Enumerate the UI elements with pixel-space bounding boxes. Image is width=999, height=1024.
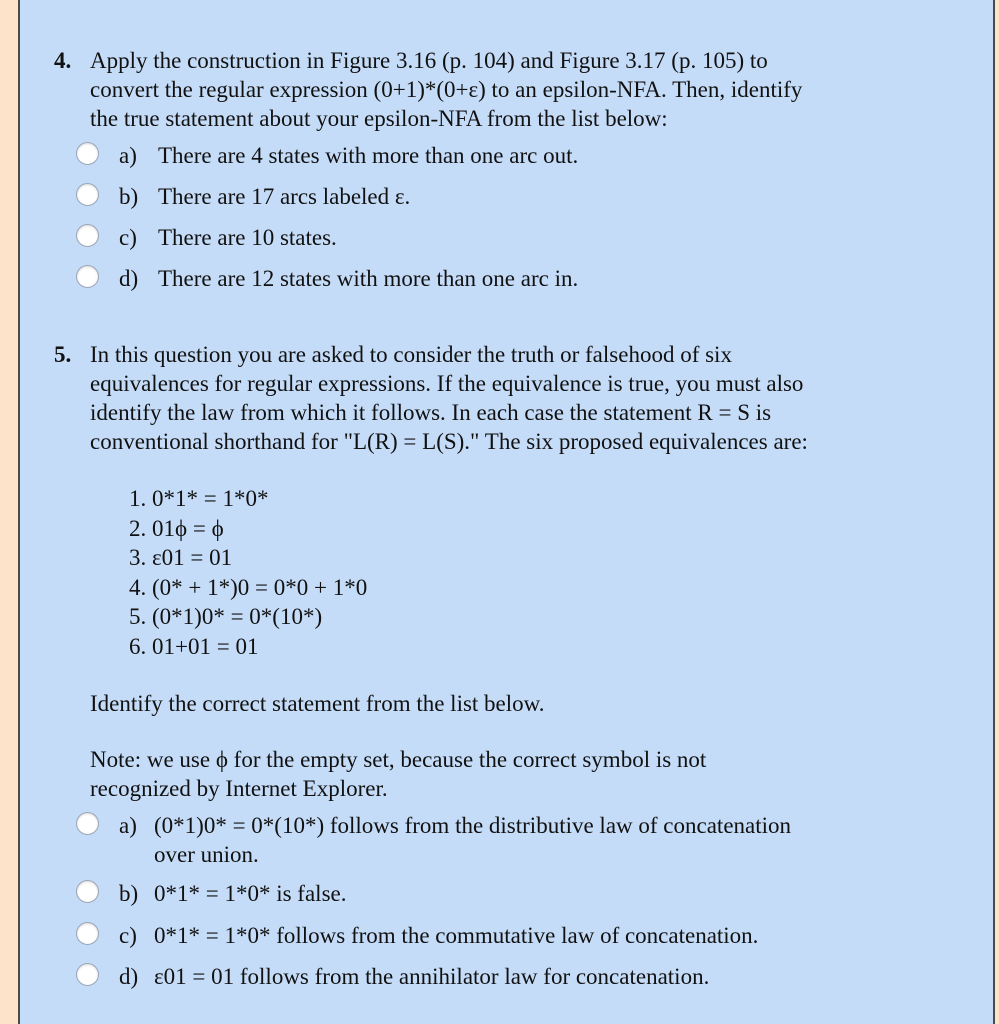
option-letter: d) [119,964,139,989]
q5-option-b[interactable] [76,879,926,909]
equivalence-item: 3. ε01 = 01 [129,545,233,570]
question-line: Apply the construction in Figure 3.16 (p. 104) and Figure 3.17 (p. 105) to [90,48,768,73]
option-letter: b) [119,881,139,906]
option-letter: a) [119,813,137,838]
option-text: 0*1* = 1*0* follows from the commutative law of concatenation. [154,923,759,948]
option-letter: b) [119,184,139,209]
option-text: ε01 = 01 follows from the annihilator law for concatenation. [154,964,710,989]
equivalence-item: 5. (0*1)0* = 0*(10*) [129,604,323,629]
question-line: In this question you are asked to consider the truth or falsehood of six [90,342,732,367]
question-line: conventional shorthand for "L(R) = L(S)." The six proposed equivalences are: [90,429,808,454]
question-text [90,46,930,133]
option-text: There are 17 arcs labeled ε. [158,184,411,209]
radio-button[interactable] [76,812,99,835]
question-line: identify the law from which it follows. In each case the statement R = S is [90,400,772,425]
instruction-text: Identify the correct statement from the list below. [90,691,545,716]
equivalence-item: 4. (0* + 1*)0 = 0*0 + 1*0 [129,574,368,600]
note-line: Note: we use ϕ for the empty set, because the correct symbol is not [90,747,707,772]
option-text [154,811,894,869]
option-letter: c) [119,923,137,948]
radio-button[interactable] [76,183,99,206]
question-line: convert the regular expression (0+1)*(0+ε) to an epsilon-NFA. Then, identify [90,77,803,102]
radio-button[interactable] [76,963,99,986]
radio-button[interactable] [76,922,99,945]
option-text: There are 10 states. [158,225,337,250]
radio-button[interactable] [76,265,99,288]
option-text: There are 12 states with more than one arc in. [158,266,579,291]
option-text: There are 4 states with more than one arc out. [158,143,579,168]
question-panel [18,0,995,1024]
q5-option-d[interactable] [76,962,926,992]
q5-option-a[interactable] [76,811,926,871]
question-line: equivalences for regular expressions. If the equivalence is true, you must also [90,371,804,396]
question-text [90,340,930,456]
option-letter: a) [119,143,137,168]
note-line: recognized by Internet Explorer. [90,776,388,801]
left-margin-bar [0,0,18,1024]
q4-option-c[interactable] [76,223,926,253]
q4-option-a[interactable] [76,141,926,171]
option-text-line: over union. [154,842,259,867]
option-text: 0*1* = 1*0* is false. [154,881,347,906]
question-number: 4. [54,48,72,73]
radio-button[interactable] [76,224,99,247]
note-text [90,745,950,803]
option-letter: d) [119,266,139,291]
q5-option-c[interactable] [76,921,926,951]
option-text-line: (0*1)0* = 0*(10*) follows from the distributive law of concatenation [154,813,792,838]
question-number: 5. [54,342,72,367]
equivalence-item: 2. 01ϕ = ϕ [129,515,224,541]
radio-button[interactable] [76,142,99,165]
radio-button[interactable] [76,880,99,903]
q4-option-d[interactable] [76,264,926,294]
q4-option-b[interactable] [76,182,926,212]
question-line: the true statement about your epsilon-NFA from the list below: [90,106,668,131]
equivalence-item: 1. 0*1* = 1*0* [129,486,269,511]
equivalence-list [129,484,367,661]
equivalence-item: 6. 01+01 = 01 [129,633,259,659]
option-letter: c) [119,225,137,250]
